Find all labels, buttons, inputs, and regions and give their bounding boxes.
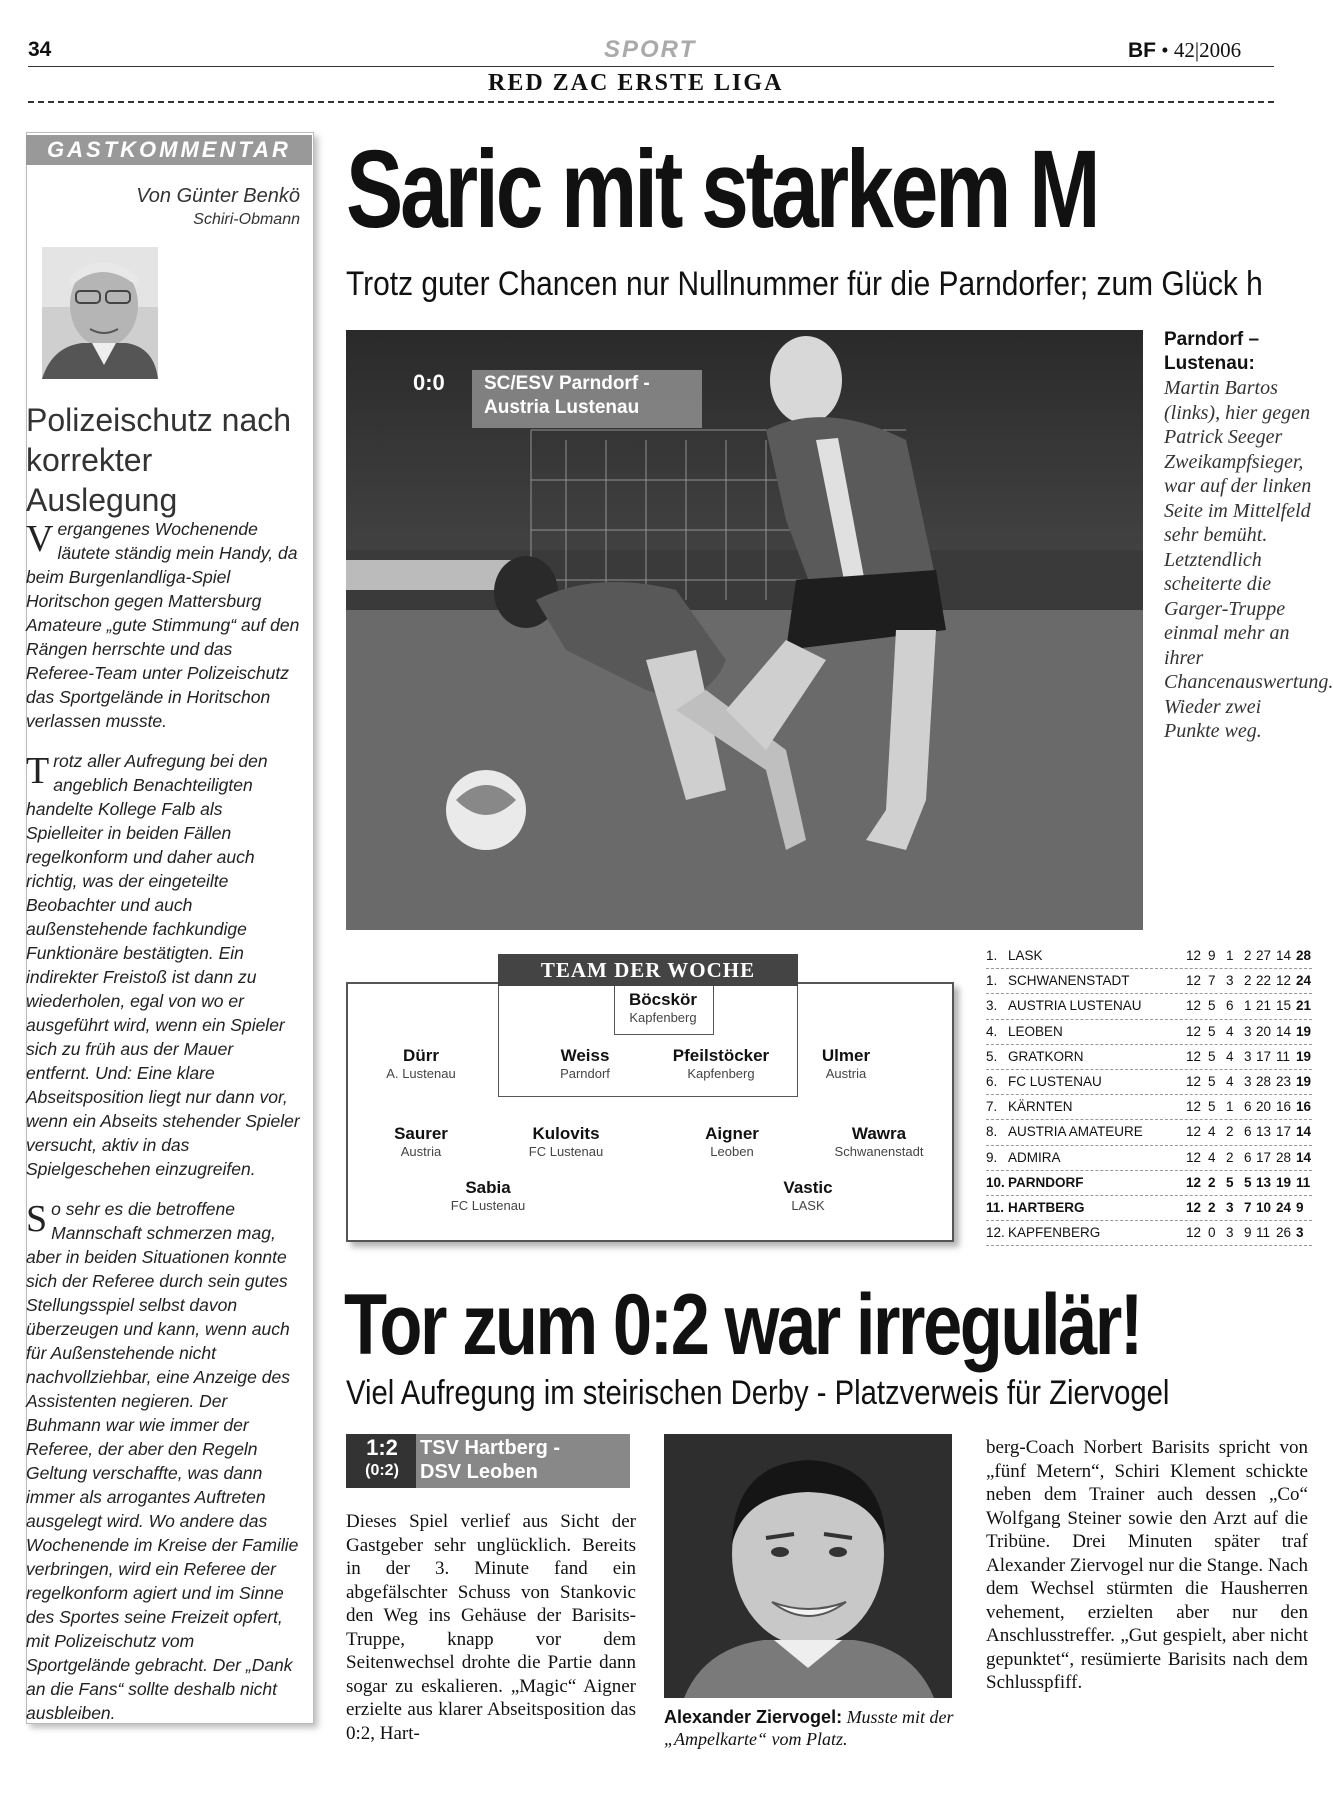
table-cell-gp: 12 [1186,1199,1202,1215]
player-club: A. Lustenau [386,1066,456,1081]
away-team: DSV Leoben [420,1461,538,1483]
drop-cap: S [26,1198,48,1240]
author-portrait [42,247,158,379]
player-entry [728,1178,888,1213]
player-club: Parndorf [560,1066,610,1081]
table-cell-ga: 28 [1276,1149,1292,1165]
table-cell-w: 9 [1208,948,1216,963]
table-cell-pos: 1. [986,973,998,989]
article-text: berg-Coach Norbert Barisits spricht von „fünf Metern“, Schiri Klement schickte neben dem Trainer auch dessen „Co“ Wolfgang Steiner sowie den Arzt auf die Tribüne. Drei Minuten später traf Alexander Ziervogel nur die Stange. Nach dem Wechsel stürmten die Hausherren vehement, erzielten aber nur den Anschlusstreffer. „Gut gespielt, aber nicht gepunktet“, resümierte Barisits nach dem Schlusspfiff. [986,1437,1308,1693]
caption-text: Musste mit der „Ampelkarte“ vom Platz. [664,1707,954,1749]
table-cell-l: 3 [1244,1023,1252,1039]
table-row [986,1171,1312,1196]
player-club: LASK [791,1198,825,1213]
table-cell-gf: 11 [1256,1225,1271,1241]
table-cell-team: LEOBEN [1008,1023,1063,1039]
table-cell-gp: 12 [1186,948,1202,963]
commentary-headline: Polizeischutz nach korrekter Auslegung [26,402,292,518]
table-cell-d: 2 [1226,1124,1234,1140]
commentary-body [26,517,302,1741]
match-score: 1:2 [366,1435,398,1460]
table-cell-l: 7 [1244,1199,1252,1215]
table-cell-team: KÄRNTEN [1008,1099,1073,1115]
article-text: Dieses Spiel verlief aus Sicht der Gastgeber sehr unglücklich. Bereits in der 3. Minute fand ein abgefälschter Schuss von Stankovic den Weg ins Gehäuse der Barisits-Truppe, knapp vor dem Seitenwechsel drohte die Partie dann sogar zu eskalieren. „Magic“ Aigner erzielte aus klarer Abseitsposition das 0:2, Hart- [346,1511,636,1744]
table-cell-gf: 13 [1256,1174,1272,1190]
player-entry [341,1124,501,1159]
table-row [986,1221,1312,1246]
player-name: Ulmer [821,1046,871,1065]
issue-info [1128,38,1241,63]
table-cell-gp: 12 [1186,1225,1202,1241]
table-cell-d: 5 [1226,1174,1234,1190]
table-cell-gf: 28 [1256,1073,1272,1089]
table-cell-ga: 12 [1276,973,1292,989]
table-cell-d: 4 [1226,1073,1234,1089]
table-cell-ga: 16 [1276,1099,1292,1115]
header-rule [28,66,1274,67]
table-cell-gp: 12 [1186,1174,1202,1190]
commentary-paragraph [26,749,302,1181]
table-cell-ga: 24 [1276,1199,1292,1215]
table-cell-pos: 9. [986,1149,998,1165]
table-cell-ga: 26 [1276,1225,1292,1241]
table-cell-l: 5 [1244,1174,1252,1190]
drop-cap: V [26,518,54,560]
table-row [986,1095,1312,1120]
table-cell-w: 2 [1208,1199,1216,1215]
halftime-score: (0:2) [365,1462,399,1479]
table-cell-l: 3 [1244,1073,1252,1089]
table-cell-team: PARNDORF [1008,1174,1084,1190]
table-cell-ga: 23 [1276,1073,1292,1089]
player-entry [408,1178,568,1213]
player-name: Sabia [465,1178,511,1197]
table-cell-ga: 17 [1276,1124,1292,1140]
table-cell-d: 3 [1226,973,1234,989]
table-cell-team: ADMIRA [1008,1149,1061,1165]
match-photo [346,330,1143,930]
table-row [986,969,1312,994]
table-cell-pts: 19 [1296,1023,1312,1039]
table-cell-l: 6 [1244,1124,1252,1140]
table-cell-team: SCHWANENSTADT [1008,973,1130,989]
table-cell-w: 7 [1208,973,1216,989]
table-cell-ga: 11 [1276,1048,1291,1064]
home-team: TSV Hartberg - [420,1437,561,1459]
table-cell-gf: 17 [1256,1048,1272,1064]
table-cell-pts: 3 [1296,1225,1304,1241]
table-cell-pts: 19 [1296,1073,1312,1089]
table-cell-pos: 3. [986,998,998,1014]
table-cell-gf: 10 [1256,1199,1272,1215]
main-headline: Saric mit starkem M [346,128,1098,251]
table-cell-pts: 21 [1296,998,1312,1014]
table-cell-team: LASK [1008,948,1043,963]
table-cell-l: 9 [1244,1225,1252,1241]
player-club: FC Lustenau [528,1144,604,1159]
table-cell-ga: 14 [1276,948,1292,963]
player-portrait-photo [664,1434,952,1698]
player-entry [652,1124,812,1159]
table-cell-pos: 12. [986,1225,1005,1241]
table-cell-d: 3 [1226,1225,1234,1241]
table-cell-l: 3 [1244,1048,1252,1064]
publication-name: BF [1128,39,1156,62]
table-cell-ga: 15 [1276,998,1292,1014]
table-cell-gp: 12 [1186,1023,1202,1039]
table-cell-gp: 12 [1186,1073,1202,1089]
player-entry [486,1124,646,1159]
table-cell-d: 2 [1226,1149,1234,1165]
table-cell-gp: 12 [1186,998,1202,1014]
table-cell-team: AUSTRIA AMATEURE [1008,1124,1143,1140]
player-club: Kapfenberg [629,1010,697,1025]
table-cell-ga: 19 [1276,1174,1292,1190]
table-cell-w: 2 [1208,1174,1216,1190]
table-cell-gp: 12 [1186,1124,1202,1140]
player-entry [799,1124,959,1159]
paragraph-text: rotz aller Aufregung bei den angeblich Benachteiligten handelte Kollege Falb als Spielleiter in beiden Fällen regelkonform und daher auch richtig, was der eingeteilte Beobachter und auch außenstehende fachkundige Funktionäre bestätigten. Ein indirekter Freistoß ist dann zu wiederholen, egal von wo er ausgeführt wird, wenn ein Spieler sich zu früh aus der Mauer entfernt. Und: Eine klare Abseitsposition liegt nur dann vor, wenn ein Abseits stehender Spieler versucht, aktiv in das Spielgeschehen einzugreifen. [26,751,300,1179]
main-subhead: Trotz guter Chancen nur Nullnummer für die Parndorfer; zum Glück h [346,265,1263,303]
table-cell-d: 1 [1226,948,1234,963]
table-cell-l: 2 [1244,948,1252,963]
table-cell-pos: 4. [986,1023,998,1039]
player-entry [766,1046,926,1081]
second-subhead: Viel Aufregung im steirischen Derby - Platzverweis für Ziervogel [346,1374,1170,1412]
table-cell-pts: 24 [1296,973,1312,989]
table-cell-gp: 12 [1186,1048,1202,1064]
table-row [986,1196,1312,1221]
table-cell-w: 4 [1208,1124,1216,1140]
table-cell-pos: 8. [986,1124,998,1140]
league-title: RED ZAC ERSTE LIGA [488,70,784,96]
table-row [986,1120,1312,1145]
table-cell-d: 4 [1226,1048,1234,1064]
table-cell-pts: 28 [1296,948,1312,963]
league-table [986,944,1312,1246]
table-cell-d: 1 [1226,1099,1234,1115]
table-cell-pos: 7. [986,1099,998,1115]
table-cell-d: 4 [1226,1023,1234,1039]
page-number: 34 [28,38,52,61]
table-cell-d: 6 [1226,998,1234,1014]
player-name: Weiss [560,1046,610,1065]
match-teams [484,372,650,420]
caption-name: Alexander Ziervogel: [664,1707,843,1727]
table-row [986,1045,1312,1070]
table-cell-pos: 1. [986,948,998,963]
table-row [986,994,1312,1019]
table-cell-pos: 6. [986,1073,998,1089]
table-cell-w: 0 [1208,1225,1216,1241]
player-name: Aigner [705,1124,759,1143]
team-of-week-title: TEAM DER WOCHE [498,954,798,986]
player-club: Schwanenstadt [834,1144,924,1159]
home-team: SC/ESV Parndorf - [484,373,650,394]
table-cell-gf: 21 [1256,998,1272,1014]
author-role: Schiri-Obmann [193,211,300,228]
photo-caption: Martin Bartos (links), hier gegen Patrick Seeger Zweikampfsieger, war auf der linken Seite im Mittelfeld sehr bemüht. Letztendlich scheiterte die Garger-Truppe einmal mehr an ihrer Chancenauswertung. Wieder zwei Punkte weg. [1164,377,1333,742]
table-cell-l: 6 [1244,1149,1252,1165]
table-row [986,944,1312,969]
player-club: FC Lustenau [450,1198,526,1213]
table-cell-pts: 16 [1296,1099,1312,1115]
photo-caption-title: Parndorf – Lustenau: [1164,329,1260,374]
table-cell-gp: 12 [1186,1099,1202,1115]
player-club: Austria [400,1144,442,1159]
issue-separator: • [1161,38,1169,62]
table-cell-team: KAPFENBERG [1008,1225,1101,1241]
table-cell-pts: 19 [1296,1048,1312,1064]
table-cell-gf: 22 [1256,973,1272,989]
commentary-paragraph [26,517,302,733]
player-name: Böcskör [628,990,698,1009]
table-row [986,1020,1312,1045]
match-score: 0:0 [413,370,445,395]
table-cell-w: 5 [1208,1023,1216,1039]
table-cell-pts: 14 [1296,1124,1312,1140]
table-cell-w: 5 [1208,1073,1216,1089]
player-name: Kulovits [532,1124,600,1143]
player-name: Wawra [851,1124,907,1143]
author-name: Von Günter Benkö [136,185,300,207]
player-entry [341,1046,501,1081]
player-name: Saurer [394,1124,448,1143]
player-name: Pfeilstöcker [672,1046,770,1065]
table-cell-team: HARTBERG [1008,1199,1085,1215]
table-row [986,1146,1312,1171]
table-cell-ga: 14 [1276,1023,1292,1039]
table-cell-w: 5 [1208,1099,1216,1115]
table-cell-d: 3 [1226,1199,1234,1215]
issue-number: 42|2006 [1173,38,1242,62]
player-name: Dürr [403,1046,439,1065]
table-cell-w: 5 [1208,1048,1216,1064]
player-club: Leoben [710,1144,754,1159]
second-headline: Tor zum 0:2 war irregulär! [344,1277,1141,1373]
table-cell-pos: 11. [986,1199,1005,1215]
table-cell-w: 5 [1208,998,1216,1014]
player-club: Austria [825,1066,867,1081]
portrait-caption [664,1706,964,1750]
table-cell-gf: 13 [1256,1124,1272,1140]
drop-cap: T [26,750,50,792]
section-label: SPORT [604,36,697,63]
table-cell-team: FC LUSTENAU [1008,1073,1102,1089]
table-cell-l: 2 [1244,973,1252,989]
table-cell-pts: 9 [1296,1199,1304,1215]
header-dashed-rule [28,101,1274,103]
table-cell-team: AUSTRIA LUSTENAU [1008,998,1142,1014]
table-cell-pts: 11 [1296,1174,1311,1190]
player-club: Kapfenberg [687,1066,755,1081]
match-teams [420,1436,560,1484]
player-entry [583,990,743,1025]
table-row [986,1070,1312,1095]
table-cell-l: 6 [1244,1099,1252,1115]
table-cell-gp: 12 [1186,973,1202,989]
away-team: Austria Lustenau [484,397,640,418]
table-cell-gf: 17 [1256,1149,1272,1165]
player-name: Vastic [783,1178,833,1197]
table-cell-team: GRATKORN [1008,1048,1084,1064]
table-cell-pos: 5. [986,1048,998,1064]
table-cell-gp: 12 [1186,1149,1202,1165]
table-cell-w: 4 [1208,1149,1216,1165]
table-cell-gf: 27 [1256,948,1272,963]
table-cell-gf: 20 [1256,1023,1272,1039]
table-cell-l: 1 [1244,998,1252,1014]
paragraph-text: o sehr es die betroffene Mannschaft schmerzen mag, aber in beiden Situationen konnte sich der Referee durch sein gutes Stellungsspiel selbst davon überzeugen und kann, wenn auch für Außenstehende nicht nachvollziehbar, eine Anzeige des Assistenten negieren. Der Buhmann war wie immer der Referee, der aber den Regeln Geltung verschaffte, was dann immer als arrogantes Auftreten ausgelegt wird. Wo andere das Wochenende im Kreise der Familie verbringen, wird ein Referee der regelkonform agiert und im Sinne des Sportes seine Freizeit opfert, mit Polizeischutz vom Sportgelände gebracht. Der „Dank an die Fans“ sollte deshalb nicht ausbleiben. [26,1199,299,1723]
commentary-paragraph [26,1197,302,1725]
table-cell-pos: 10. [986,1174,1005,1190]
paragraph-text: ergangenes Wochenende läutete ständig mein Handy, da beim Burgenlandliga-Spiel Horitschon gegen Mattersburg Amateure „gute Stimmung“ auf den Rängen herrschte und das Referee-Team unter Polizeischutz das Sportgelände in Horitschon verlassen musste. [26,519,300,731]
table-cell-pts: 14 [1296,1149,1312,1165]
commentary-label: GASTKOMMENTAR [26,135,312,165]
table-cell-gf: 20 [1256,1099,1272,1115]
